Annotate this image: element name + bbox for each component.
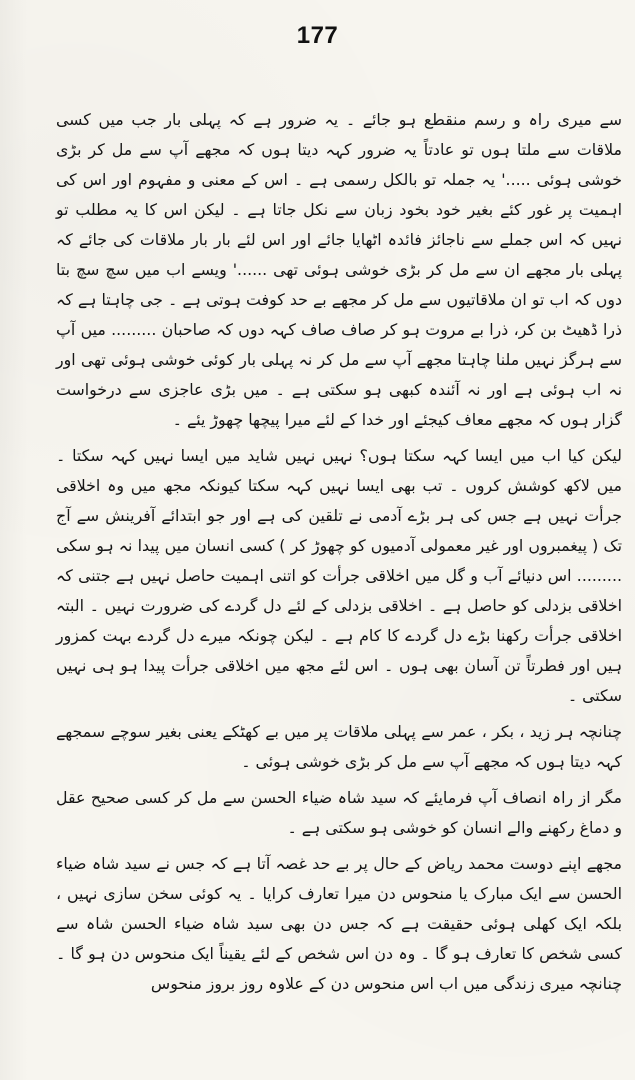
page-number: 177 [296, 22, 339, 49]
paragraph-5: مجھے اپنے دوست محمد ریاض کے حال پر بے حد غصہ آتا ہے کہ جس نے سید شاہ ضیاء الحسن سے ایک مبارک یا منحوس دن میرا تعارف کرایا ۔ یہ کوئی سخن سازی نہیں ، بلکہ ایک کھلی ہوئی حقیقت ہے کہ جس دن بھی سید شاہ ضیاء الحسن شاہ سے کسی شخص کا تعارف ہو گا ۔ وہ دن اس شخص کے لئے یقیناً ایک منحوس دن ہو گا ۔ چنانچہ میری زندگی میں اب اس منحوس دن کے علاوہ روز بروز منحوس [50, 854, 622, 993]
paragraph-4: مگر از راہ انصاف آپ فرمایئے کہ سید شاہ ضیاء الحسن سے مل کر کسی صحیح عقل و دماغ رکھنے والے انسان کو خوشی ہو سکتی ہے ۔ [50, 788, 622, 837]
page-text-body [50, 105, 622, 999]
page-gutter-shadow [0, 0, 28, 1080]
paragraph-3: چنانچہ ہر زید ، بکر ، عمر سے پہلی ملاقات پر میں بے کھٹکے یعنی بغیر سوچے سمجھے کہہ دیتا ہوں کہ مجھے آپ سے مل کر بڑی خوشی ہوئی ۔ [50, 722, 622, 771]
paragraph-1: سے میری راہ و رسم منقطع ہو جائے ۔ یہ ضرور ہے کہ پہلی بار جب میں کسی ملاقات سے ملتا ہوں تو عادتاً یہ ضرور کہہ دیتا ہوں کہ مجھے آپ سے مل کر بڑی خوشی ہوئی .....' یہ جملہ تو بالکل رسمی ہے ۔ اس کے معنی و مفہوم اور اس کی اہمیت پر غور کئے بغیر خود بخود زبان سے نکل جاتا ہے ۔ لیکن اس کا یہ مطلب تو نہیں کہ اس جملے سے ناجائز فائدہ اٹھایا جائے اور اس لئے بار بار ملاقات کی جائے کہ پہلی بار مجھے ان سے مل کر بڑی خوشی ہوئی تھی ......' ویسے اب میں سچ سچ بتا دوں کہ اب تو ان ملاقاتیوں سے مل کر مجھے بے حد کوفت ہوتی ہے ۔ جی چاہتا ہے کہ ذرا ڈھیٹ بن کر، ذرا بے مروت ہو کر صاف صاف کہہ دوں کہ صاحبان ......... میں آپ سے ہرگز نہیں ملنا چاہتا مجھے آپ سے مل کر نہ پہلی بار کوئی خوشی ہوئی تھی اور نہ اب ہوئی ہے اور نہ آئندہ کبھی ہو سکتی ہے ۔ میں بڑی عاجزی سے درخواست گزار ہوں کہ مجھے معاف کیجئے اور خدا کے لئے میرا پیچھا چھوڑ یئے ۔ [50, 110, 622, 429]
paragraph-2: لیکن کیا اب میں ایسا کہہ سکتا ہوں؟ نہیں نہیں شاید میں ایسا نہیں کہہ سکتا ۔ میں لاکھ کوشش کروں ۔ تب بھی ایسا نہیں کہہ سکتا کیونکہ مجھ میں وہ اخلاقی جرأت نہیں ہے جس کی ہر بڑے آدمی نے تلقین کی ہے اور جو ابتدائے آفرینش سے آج تک ( پیغمبروں اور غیر معمولی آدمیوں کو چھوڑ کر ) کسی انسان میں پیدا نہ ہو سکی ......... اس دنیائے آب و گل میں اخلاقی جرأت کو اتنی اہمیت حاصل نہیں ہے جتنی کہ اخلاقی بزدلی کو حاصل ہے ۔ اخلاقی بزدلی کے لئے دل گردے کی ضرورت نہیں ۔ البتہ اخلاقی جرأت رکھنا بڑے دل گردے کا کام ہے ۔ لیکن چونکہ میرے دل گردے بہت کمزور ہیں اور فطرتاً تن آسان بھی ہوں ۔ اس لئے مجھ میں اخلاقی جرأت پیدا ہو ہی نہیں سکتی ۔ [50, 446, 622, 705]
